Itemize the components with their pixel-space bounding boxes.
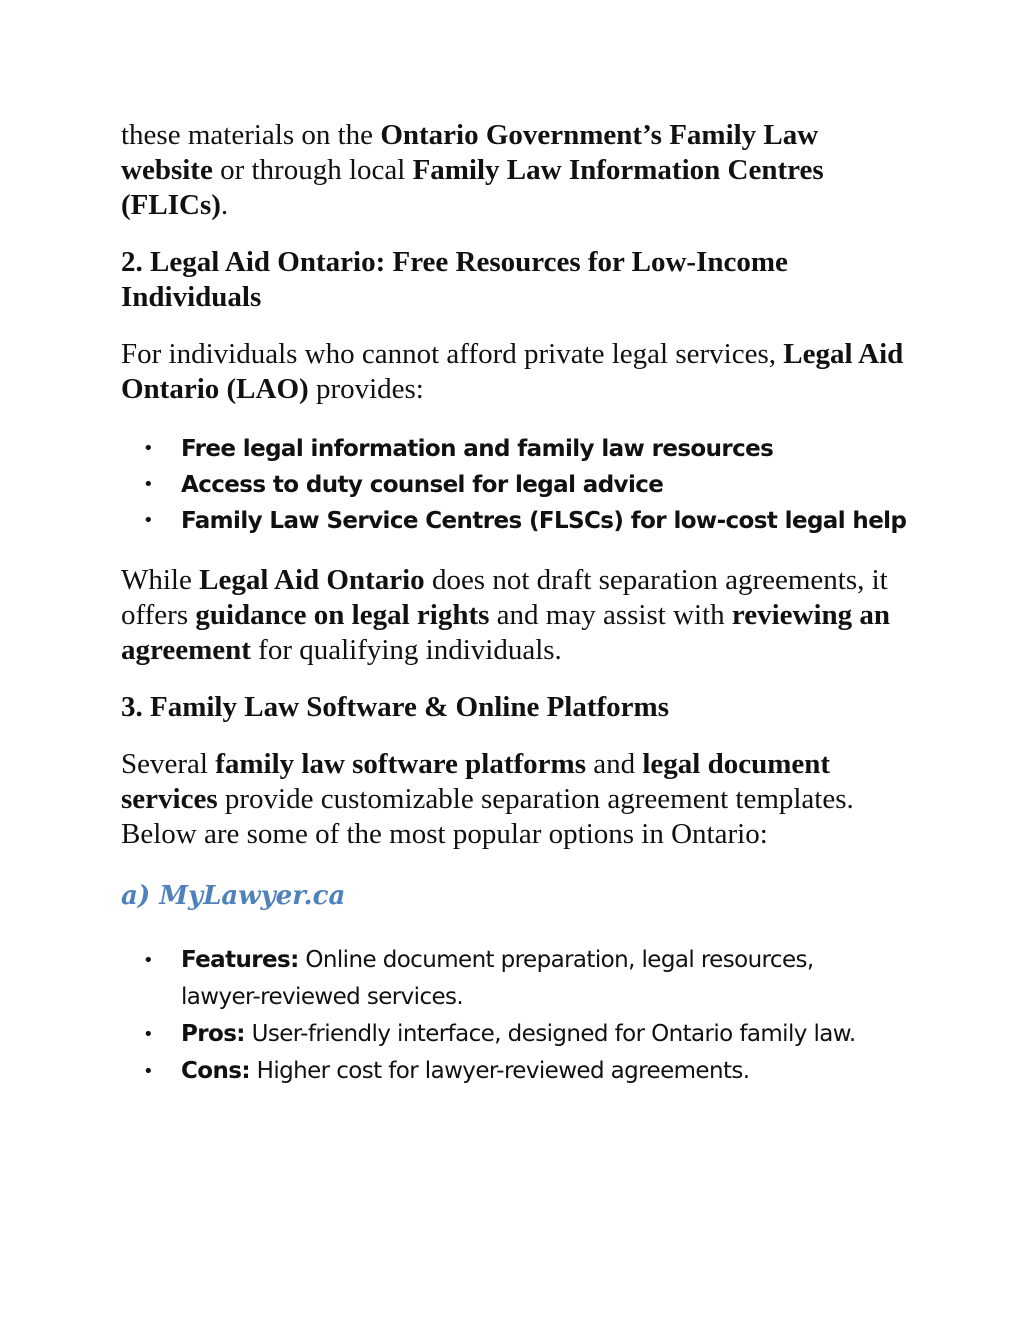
list-item (121, 467, 911, 503)
intro-text-2: or through local (212, 154, 413, 186)
s2p2-text-3: and may assist with (489, 599, 732, 631)
bullet-icon: • (143, 950, 154, 971)
list-item (121, 1053, 881, 1090)
bullet-icon: • (143, 438, 154, 459)
item-label: Features: (181, 947, 299, 973)
s2p2-bold-3: reviewing an agreement (121, 599, 891, 666)
list-item-text: Access to duty counsel for legal advice (181, 472, 664, 498)
s2p2-text-2: does not draft separation agreements, it offers (121, 564, 888, 631)
s3-bold-2: legal document services (121, 748, 831, 815)
section-3-paragraph (121, 747, 911, 852)
bullet-icon: • (143, 510, 154, 531)
list-item-text: Free legal information and family law resources (181, 436, 774, 462)
s3-text-1: Several (121, 748, 216, 780)
lao-name: Legal Aid Ontario (LAO) (121, 338, 904, 405)
section-2-paragraph-2 (121, 563, 911, 668)
bullet-icon: • (143, 474, 154, 495)
ontario-family-law-website-link: Ontario Government’s Family Law website (121, 119, 819, 186)
bullet-icon: • (143, 1061, 154, 1082)
section-3-heading: 3. Family Law Software & Online Platforms (121, 691, 669, 723)
s2p2-bold-1: Legal Aid Ontario (199, 564, 425, 596)
s3-text-2: and (585, 748, 643, 780)
document-page (121, 118, 911, 1090)
list-item (121, 503, 911, 539)
section-2-paragraph (121, 337, 911, 407)
item-label: Cons: (181, 1058, 250, 1084)
list-item-text: Family Law Service Centres (FLSCs) for low-cost legal help (181, 508, 907, 534)
item-text: Higher cost for lawyer-reviewed agreements. (249, 1058, 750, 1084)
mylawyer-subheading: a) MyLawyer.ca (121, 881, 346, 911)
intro-text-1: these materials on the (121, 119, 381, 151)
section-2-heading: 2. Legal Aid Ontario: Free Resources for Low-Income Individuals (121, 246, 788, 313)
intro-paragraph (121, 118, 911, 223)
mylawyer-details-list (121, 942, 911, 1090)
intro-text-3: . (220, 189, 229, 221)
s2p2-text-1: While (121, 564, 200, 596)
bullet-icon: • (143, 1024, 154, 1045)
s2p2-text-4: for qualifying individuals. (250, 634, 562, 666)
list-item (121, 942, 881, 1016)
lao-services-list (121, 431, 911, 539)
s3-text-3: provide customizable separation agreement templates. Below are some of the most popular options in Ontario: (121, 783, 854, 850)
s2-text-1: For individuals who cannot afford private legal services, (121, 338, 784, 370)
item-text: User-friendly interface, designed for Ontario family law. (244, 1021, 856, 1047)
list-item (121, 431, 911, 467)
item-text: Online document preparation, legal resources, lawyer-reviewed services. (181, 947, 814, 1010)
s2p2-bold-2: guidance on legal rights (195, 599, 490, 631)
s3-bold-1: family law software platforms (215, 748, 586, 780)
item-label: Pros: (181, 1021, 245, 1047)
s2-text-2: provides: (308, 373, 424, 405)
flics-name: Family Law Information Centres (FLICs) (121, 154, 824, 221)
list-item (121, 1016, 881, 1053)
